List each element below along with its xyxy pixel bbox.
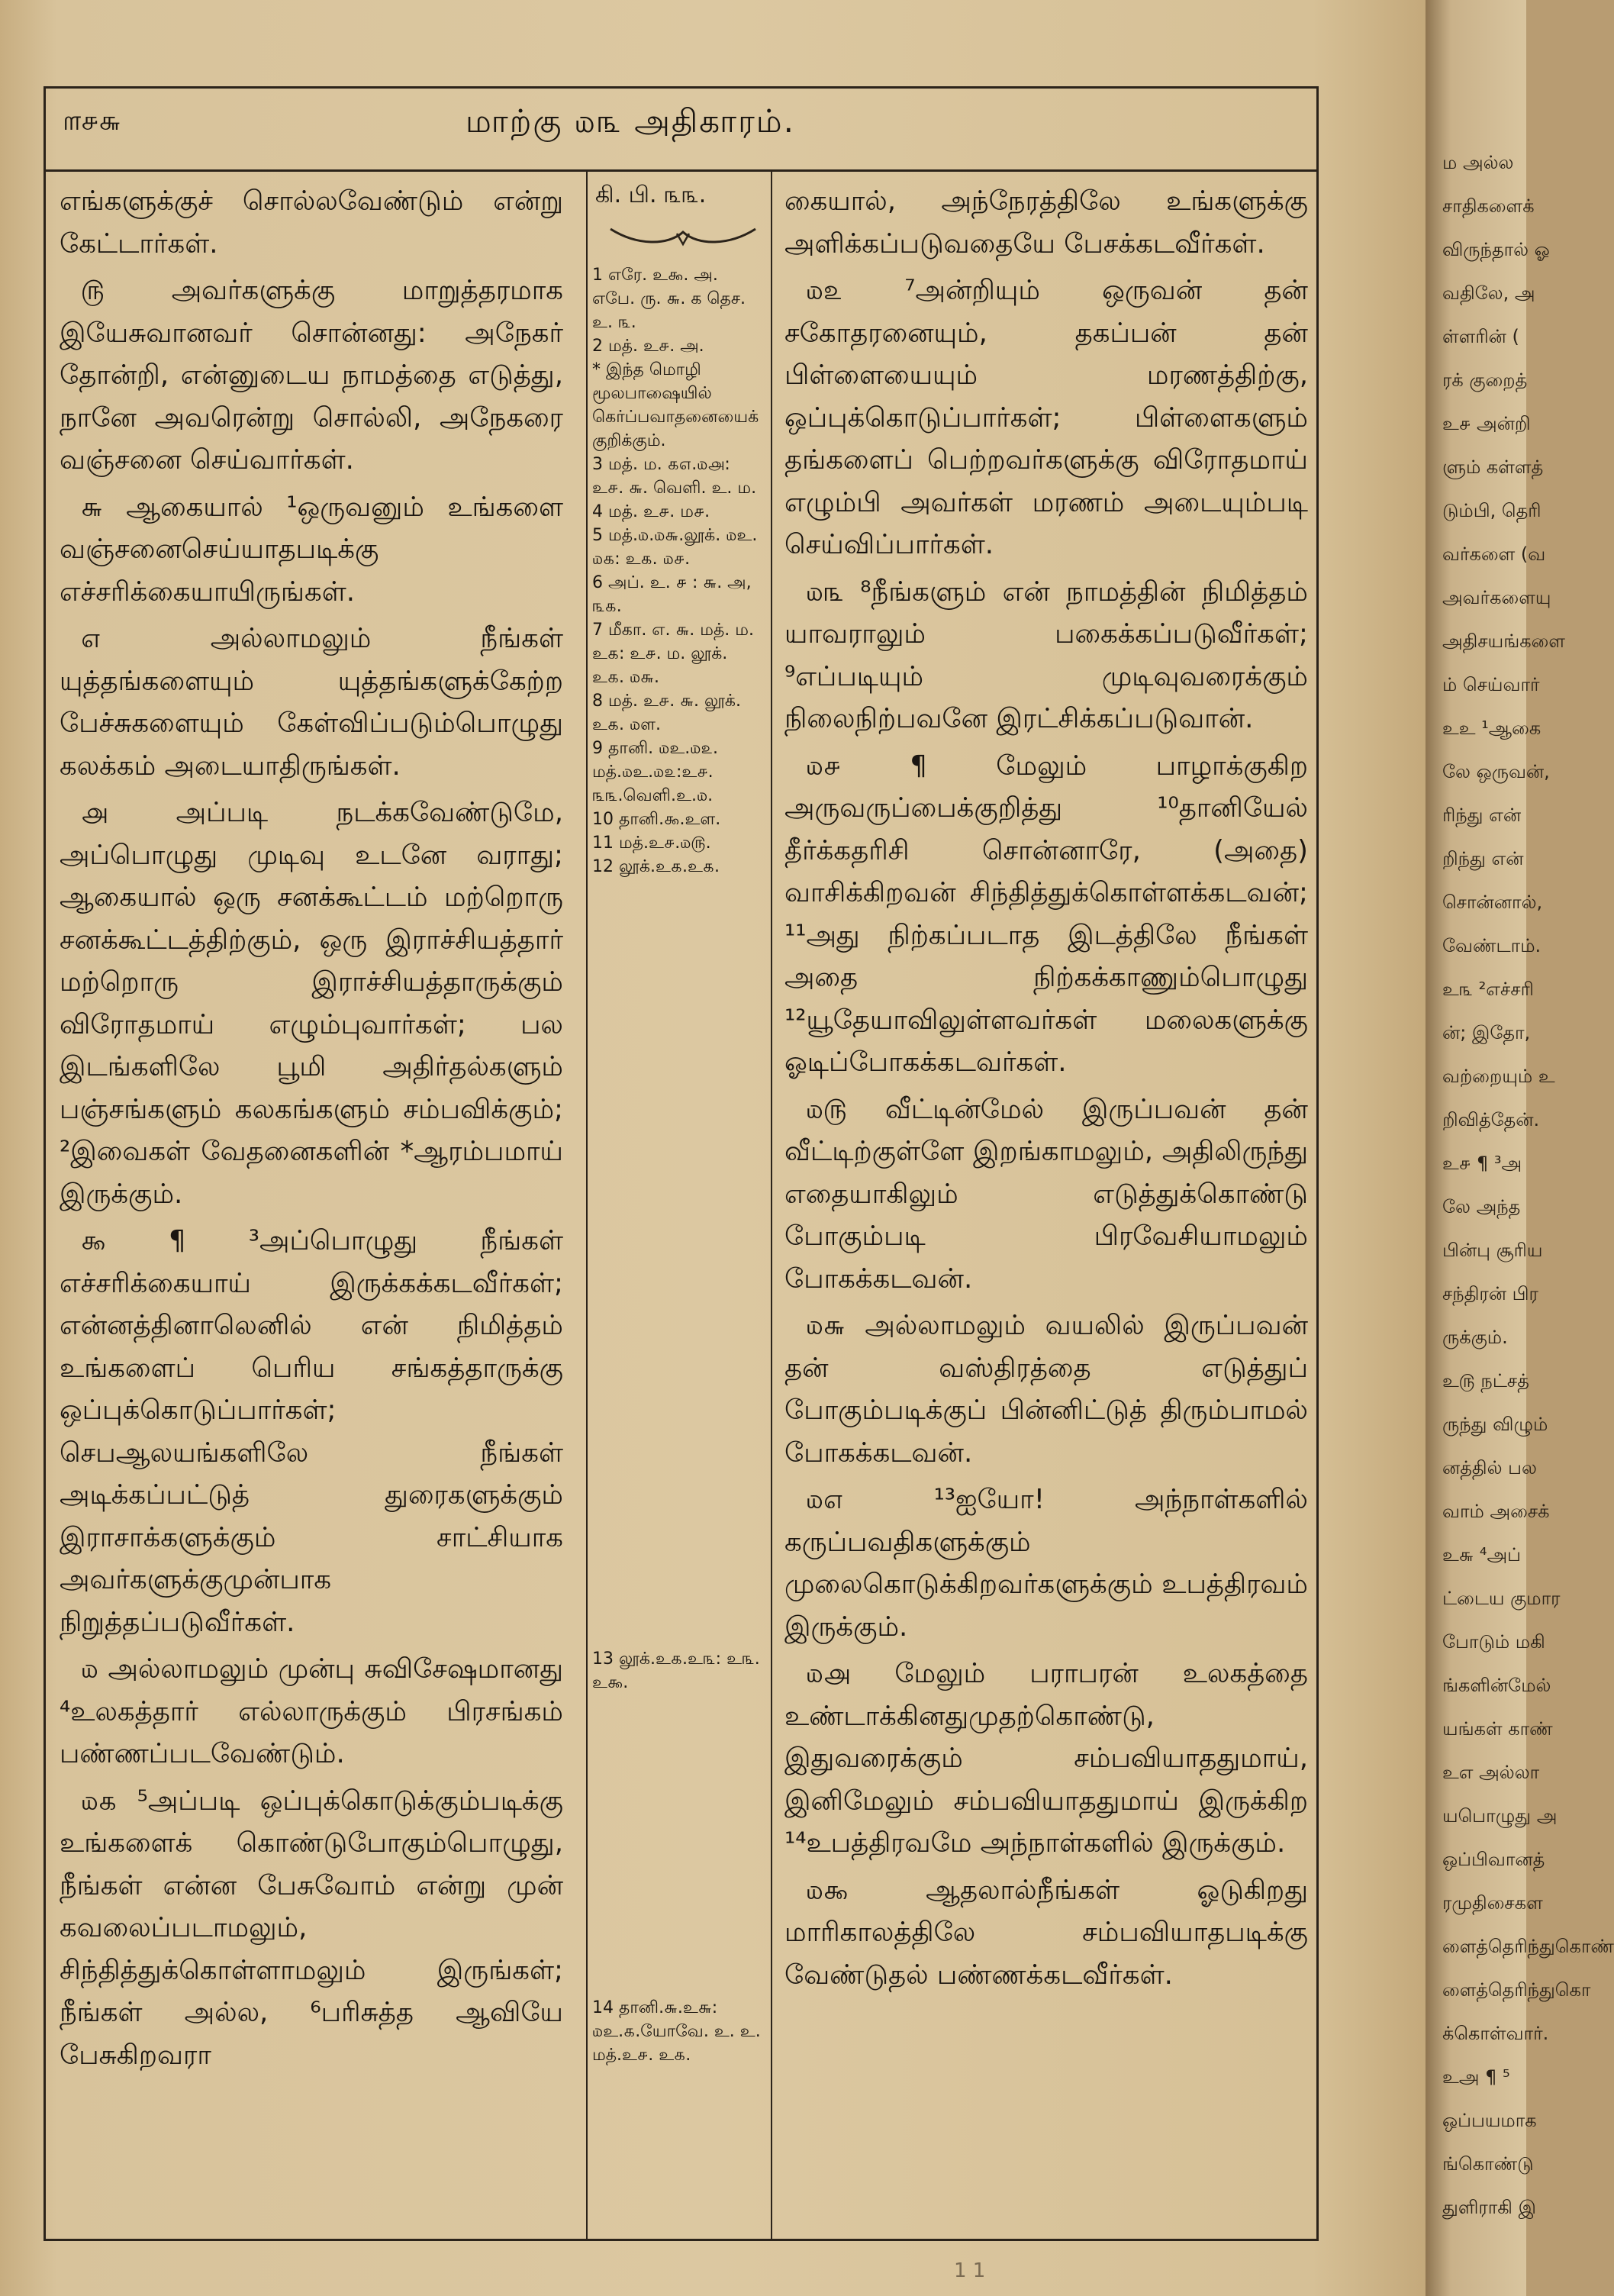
verse-paragraph: [784, 1088, 1308, 1301]
adjacent-page-text-fragment: உ௫ நட்சத்: [1442, 1370, 1529, 1391]
adjacent-page-text-fragment: டும்பி, தெரி: [1442, 500, 1542, 521]
adjacent-page-text-fragment: துளிராகி இ: [1442, 2197, 1536, 2218]
page-title: மாற்கு ௰௩ அதிகாரம்.: [466, 102, 795, 140]
verse-text: ஆகையால் ¹ஒருவனும் உங்களை வஞ்சனைசெய்யாதபடிக்கு எச்சரிக்கையாயிருங்கள்.: [60, 491, 563, 608]
verse-number: ௫: [81, 275, 172, 306]
adjacent-page-text-fragment: உ௪ அன்றி: [1442, 413, 1531, 434]
page-number: ௱௪௬: [63, 105, 121, 137]
verse-paragraph: [784, 571, 1308, 740]
adjacent-page-text-fragment: க்கொள்வார்.: [1442, 2023, 1549, 2044]
margin-reference-note: மத்.௰உ.௰௨:உ௪. ௩௩.வெளி.உ.௰.: [592, 763, 714, 805]
verse-number: ௰௮: [806, 1658, 895, 1689]
adjacent-page-text-fragment: லே ஒருவன்,: [1442, 761, 1550, 782]
adjacent-page-text-fragment: உஎ அல்லா: [1442, 1762, 1540, 1783]
flourish-ornament-icon: [607, 215, 759, 253]
verse-text: அப்படி நடக்கவேண்டுமே, அப்பொழுது முடிவு உடனே வராது; ஆகையால் ஒரு சனக்கூட்டம் மற்றொரு சனக்கூட்டத்திற்கும், ஒரு இராச்சியத்தார் மற்றொரு இராச்சியத்தாருக்கும் விரோதமாய் எழும்புவார்கள்; பல இடங்களிலே பூமி அதிர்தல்களும் பஞ்சங்களும் கலகங்களும் சம்பவிக்கும்; ²இவைகள் வேதனைகளின் *ஆரம்பமாய் இருக்கும்.: [60, 797, 563, 1210]
adjacent-page-text-fragment: ளும் கள்ளத்: [1442, 456, 1544, 478]
margin-note-14: 14 தானி.௬.உ௬: ௰உ.௧.யோவே. உ. உ. மத்.உ௪. உ௧.: [592, 1998, 761, 2065]
verse-number: ௰௫: [806, 1093, 885, 1125]
verse-text: ⁸நீங்களும் என் நாமத்தின் நிமித்தம் யாவராலும் பகைக்கப்படுவீர்கள்; ⁹எப்படியும் முடிவுவரைக்கும் நிலைநிற்பவனே இரட்சிக்கப்படுவான்.: [784, 576, 1308, 734]
verse-paragraph: [60, 269, 563, 482]
verse-number: ௰௪: [806, 750, 910, 782]
verse-paragraph: [784, 1869, 1308, 1997]
verse-number: ௰௧: [81, 1785, 137, 1817]
header-rule: [43, 169, 1319, 172]
verse-number: ௰௬: [806, 1310, 865, 1341]
adjacent-page-text-fragment: ங்களின்மேல்: [1442, 1675, 1551, 1696]
margin-reference-note: 9 தானி. ௰உ.௰௨.: [592, 739, 719, 758]
adjacent-page-text-fragment: உ௩ ²எச்சரி: [1442, 979, 1534, 1000]
verse-number: ௰௩: [806, 576, 861, 608]
verse-number: ௮: [81, 797, 176, 828]
adjacent-page-text-fragment: சாதிகளைக்: [1442, 195, 1535, 217]
margin-reference-note: 5 மத்.௰.௰௬.லூக். ௰உ. ௰௧: உ௧. ௰௪.: [592, 526, 758, 569]
verse-text: ¶ மேலும் பாழாக்குகிற அருவருப்பைக்குறித்து ¹⁰தானியேல் தீர்க்கதரிசி சொன்னாரே, (அதை) வாசிக்கிறவன் சிந்தித்துக்கொள்ளக்கடவன்; ¹¹அது நிற்கப்படாத இடத்திலே நீங்கள் அதை நிற்கக்காணும்பொழுது ¹²யூதேயாவிலுள்ளவர்கள் மலைகளுக்கு ஓடிப்போகக்கடவர்கள்.: [784, 750, 1308, 1078]
verse-number: ௰௯: [806, 1874, 926, 1906]
right-text-column: [784, 180, 1308, 2001]
left-text-column: [60, 180, 563, 2081]
verse-paragraph: [60, 1220, 563, 1643]
adjacent-page-text-fragment: றிவித்தேன்.: [1442, 1109, 1540, 1130]
adjacent-page-text-fragment: சொன்னால்,: [1442, 892, 1543, 913]
adjacent-page-text-fragment: ரமுதிசைகள: [1442, 1892, 1543, 1914]
verse-paragraph: [784, 745, 1308, 1084]
adjacent-page-text-fragment: லே அந்த: [1442, 1196, 1521, 1217]
verse-paragraph: [60, 618, 563, 787]
margin-reference-note: 2 மத். உ௪. அ.: [592, 337, 704, 356]
adjacent-page-text-fragment: அவர்களையு: [1442, 587, 1551, 608]
margin-reference-note: 1 எரே. உ௯. அ. எபே. ரு. ௬. க தெச. உ. ௩.: [592, 266, 746, 332]
adjacent-page-text-fragment: றிந்து என்: [1442, 848, 1524, 869]
adjacent-page-text-fragment: உஅ ¶ ⁵: [1442, 2066, 1510, 2088]
verse-text: ⁷அன்றியும் ஒருவன் தன் சகோதரனையும், தகப்பன் தன் பிள்ளையையும் மரணத்திற்கு, ஒப்புக்கொடுப்பார்கள்; பிள்ளைகளும் தங்களைப் பெற்றவர்களுக்கு விரோதமாய் எழும்பி அவர்கள் மரணம் அடையும்படி செய்விப்பார்கள்.: [784, 275, 1308, 560]
verse-paragraph: [60, 1780, 563, 2077]
column-divider-right: [771, 172, 772, 2239]
verse-text: அல்லாமலும் முன்பு சுவிசேஷமானது ⁴உலகத்தார் எல்லாருக்கும் பிரசங்கம் பண்ணப்படவேண்டும்.: [60, 1653, 564, 1769]
adjacent-page-text-fragment: உஉ ¹ஆகை: [1442, 718, 1542, 739]
margin-reference-note: 3 மத். ம. ௧௭.௰௮: உ௪. ௬. வெளி. உ. ம.: [592, 455, 757, 498]
adjacent-page-text-fragment: வேண்டாம்.: [1442, 935, 1542, 956]
verse-paragraph: [784, 1479, 1308, 1648]
margin-notes-top: [592, 263, 764, 879]
verse-text: எங்களுக்குச் சொல்லவேண்டும் என்று கேட்டார்கள்.: [60, 185, 563, 260]
verse-text: ¹³ஐயோ! அந்நாள்களில் கருப்பவதிகளுக்கும் முலைகொடுக்கிறவர்களுக்கும் உபத்திரவம் இருக்கும்.: [784, 1484, 1308, 1643]
verse-paragraph: [784, 1653, 1308, 1865]
margin-reference-note: * இந்த மொழி மூலபாஷையில் கெர்ப்பவாதனையைக் குறிக்கும்.: [592, 360, 759, 450]
verse-text: அல்லாமலும் வயலில் இருப்பவன் தன் வஸ்திரத்தை எடுத்துப் போகும்படிக்குப் பின்னிட்டுத் திரும்பாமல் போகக்கடவன்.: [784, 1310, 1308, 1469]
verse-text: அவர்களுக்கு மாறுத்தரமாக இயேசுவானவர் சொன்னது: அநேகர் தோன்றி, என்னுடைய நாமத்தை எடுத்து, நானே அவரென்று சொல்லி, அநேகரை வஞ்சனை செய்வார்கள்.: [60, 275, 563, 476]
adjacent-page-text-fragment: ருக்கும்.: [1442, 1327, 1508, 1348]
margin-reference-note: 10 தானி.௯.உள.: [592, 810, 721, 829]
margin-year-heading: கி. பி. ௩௩.: [595, 182, 707, 208]
verse-paragraph: [60, 486, 563, 614]
adjacent-page-text-fragment: ஒப்பிவானத்: [1442, 1849, 1545, 1870]
adjacent-page-text-fragment: ங்கொண்டு: [1442, 2153, 1534, 2175]
verse-number: ௰௭: [806, 1484, 934, 1515]
verse-text: ¶ ³அப்பொழுது நீங்கள் எச்சரிக்கையாய் இருக்கக்கடவீர்கள்; என்னத்தினாலெனில் என் நிமித்தம் உங்களைப் பெரிய சங்கத்தாருக்கு ஒப்புக்கொடுப்பார்கள்; செபஆலயங்களிலே நீங்கள் அடிக்கப்பட்டுத் துரைகளுக்கும் இராசாக்களுக்கும் சாட்சியாக அவர்களுக்குமுன்பாக நிறுத்தப்படுவீர்கள்.: [60, 1225, 563, 1638]
margin-reference-note: 12 லூக்.உ௧.உ௧.: [592, 857, 720, 876]
verse-number: ௬: [81, 491, 127, 523]
verse-text: வீட்டின்மேல் இருப்பவன் தன் வீட்டிற்குள்ளே இறங்காமலும், அதிலிருந்து எதையாகிலும் எடுத்துக்கொண்டு போகும்படி பிரவேசியாமலும் போகக்கடவன்.: [784, 1093, 1308, 1295]
adjacent-page-text-fragment: ன்; இதோ,: [1442, 1022, 1531, 1043]
adjacent-page-text-fragment: ரக் குறைத்: [1442, 369, 1528, 391]
adjacent-page-text-fragment: வர்களை (வ: [1442, 543, 1546, 565]
adjacent-page-text-fragment: உ௬ ⁴அப்: [1442, 1544, 1521, 1566]
adjacent-page-text-fragment: ளைத்தெரிந்துகொ: [1442, 1979, 1591, 2001]
margin-reference-note: 6 அப். உ. ௪ : ௬. அ, ௩௧.: [592, 573, 752, 616]
adjacent-page-text-fragment: சந்திரன் பிர: [1442, 1283, 1538, 1304]
adjacent-page-text-fragment: உ௪ ¶ ³அ: [1442, 1153, 1522, 1174]
adjacent-page-text-fragment: ருந்து விழும்: [1442, 1414, 1548, 1435]
margin-reference-note: 11 மத்.உ௪.௰௫.: [592, 834, 711, 853]
adjacent-page-text-fragment: விருந்தால் ஓ: [1442, 239, 1550, 260]
adjacent-page-text-fragment: வற்றையும் உ: [1442, 1066, 1555, 1087]
margin-note-13: 13 லூக்.உ௧.உ௩: உ௩. உ௯.: [592, 1649, 760, 1692]
verse-paragraph: [784, 180, 1308, 265]
verse-paragraph: [784, 269, 1308, 566]
verse-text: மேலும் பராபரன் உலகத்தை உண்டாக்கினதுமுதற்கொண்டு, இதுவரைக்கும் சம்பவியாததுமாய், இனிமேலும் சம்பவியாததுமாய் இருக்கிற ¹⁴உபத்திரவமே அந்நாள்களில் இருக்கும்.: [784, 1658, 1308, 1859]
adjacent-page-text-fragment: வாம் அசைக்: [1442, 1501, 1550, 1522]
margin-reference-note: 7 மீகா. எ. ௬. மத். ம. உ௧: உ௪. ம. லூக். உ௧. ௰௬.: [592, 621, 754, 687]
verse-paragraph: [60, 792, 563, 1215]
adjacent-page-text-fragment: ரிந்து என்: [1442, 805, 1522, 826]
verse-text: கையால், அந்நேரத்திலே உங்களுக்கு அளிக்கப்படுவதையே பேசக்கடவீர்கள்.: [784, 185, 1308, 260]
footer-fragment: 1 1: [954, 2259, 986, 2282]
verse-text: ஆதலால்நீங்கள் ஓடுகிறது மாரிகாலத்திலே சம்பவியாதபடிக்கு வேண்டுதல் பண்ணக்கடவீர்கள்.: [784, 1874, 1308, 1991]
verse-text: ⁵அப்படி ஒப்புக்கொடுக்கும்படிக்கு உங்களைக் கொண்டுபோகும்பொழுது, நீங்கள் என்ன பேசுவோம் என்று முன் கவலைப்படாமலும், சிந்தித்துக்கொள்ளாமலும் இருங்கள்; நீங்கள் அல்ல, ⁶பரிசுத்த ஆவியே பேசுகிறவரா: [60, 1785, 563, 2071]
adjacent-page-text-fragment: போடும் மகி: [1442, 1631, 1545, 1653]
adjacent-page-text-fragment: ளைத்தெரிந்துகொண்: [1442, 1936, 1614, 1957]
verse-number: ௰: [81, 1653, 108, 1685]
adjacent-page-text-fragment: பின்பு சூரிய: [1442, 1240, 1543, 1261]
adjacent-page-text-fragment: ட்டைய குமார: [1442, 1588, 1561, 1609]
verse-number: ௰௨: [806, 275, 905, 306]
verse-paragraph: [60, 1648, 563, 1775]
column-divider-left: [586, 172, 588, 2239]
verse-number: ௯: [81, 1225, 169, 1256]
adjacent-page-text-fragment: ம அல்ல: [1442, 152, 1514, 173]
margin-reference-note: 4 மத். உ௪. ம௪.: [592, 502, 710, 521]
adjacent-page-text-fragment: ம் செய்வார்: [1442, 674, 1540, 695]
adjacent-page-text-fragment: வதிலே, அ: [1442, 282, 1535, 304]
verse-text: அல்லாமலும் நீங்கள் யுத்தங்களையும் யுத்தங்களுக்கேற்ற பேச்சுகளையும் கேள்விப்படும்பொழுது கலக்கம் அடையாதிருங்கள்.: [60, 623, 563, 782]
verse-number: ௭: [81, 623, 211, 654]
verse-paragraph: [784, 1304, 1308, 1474]
adjacent-page-text-fragment: ஒப்பயமாக: [1442, 2110, 1537, 2131]
adjacent-page-text-fragment: னத்தில் பல: [1442, 1457, 1537, 1479]
adjacent-page-text-fragment: யங்கள் காண்: [1442, 1718, 1553, 1740]
margin-reference-note: 8 மத். உ௪. ௬. லூக். உ௧. ௰ள.: [592, 692, 741, 734]
adjacent-page-text-fragment: ள்ளரின் (: [1442, 326, 1519, 347]
verse-paragraph: [60, 180, 563, 265]
adjacent-page-text-fragment: அதிசயங்களை: [1442, 630, 1565, 652]
adjacent-page-edge: [1426, 0, 1614, 2296]
adjacent-page-text-fragment: யபொழுது அ: [1442, 1805, 1558, 1827]
